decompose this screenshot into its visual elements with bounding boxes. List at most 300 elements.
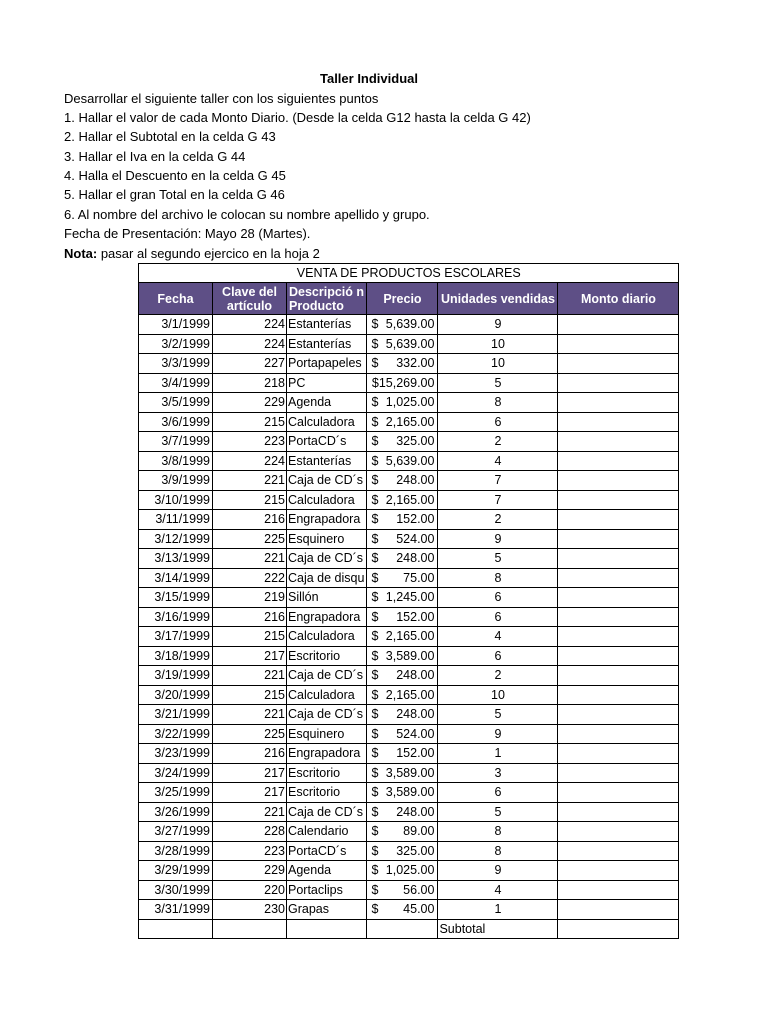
cell-fecha[interactable]: 3/30/1999 — [139, 880, 213, 900]
cell-descripcion[interactable]: Esquinero — [287, 724, 367, 744]
currency-symbol: $ — [371, 395, 379, 410]
cell-precio[interactable] — [367, 841, 438, 861]
cell-clave[interactable]: 222 — [213, 568, 287, 588]
price-amount: 248.00 — [396, 668, 435, 683]
cell-fecha[interactable]: 3/22/1999 — [139, 724, 213, 744]
table-row — [139, 354, 679, 374]
price-amount: 5,639.00 — [385, 336, 435, 351]
table-row — [139, 334, 679, 354]
cell-fecha[interactable]: 3/14/1999 — [139, 568, 213, 588]
cell-fecha[interactable]: 3/26/1999 — [139, 802, 213, 822]
currency-symbol: $ — [371, 843, 379, 858]
instruction-2: 2. Hallar el Subtotal en la celda G 43 — [64, 129, 276, 144]
cell-descripcion[interactable]: Portaclips — [287, 880, 367, 900]
cell-precio[interactable] — [367, 315, 438, 335]
price-amount: 2,165.00 — [385, 414, 435, 429]
cell-unidades[interactable]: 3 — [438, 763, 558, 783]
cell-fecha[interactable]: 3/19/1999 — [139, 666, 213, 686]
cell-precio[interactable] — [367, 607, 438, 627]
price-amount: 325.00 — [396, 843, 435, 858]
cell-clave[interactable]: 225 — [213, 724, 287, 744]
cell-descripcion[interactable]: Engrapadora — [287, 510, 367, 530]
cell-fecha[interactable]: 3/6/1999 — [139, 412, 213, 432]
table-row — [139, 315, 679, 335]
cell-fecha[interactable]: 3/17/1999 — [139, 627, 213, 647]
cell-monto-diario[interactable] — [558, 471, 679, 491]
cell-unidades[interactable]: 6 — [438, 412, 558, 432]
cell-clave[interactable]: 215 — [213, 412, 287, 432]
cell-monto-diario[interactable] — [558, 354, 679, 374]
cell-descripcion[interactable]: Portapapeles — [287, 354, 367, 374]
currency-symbol: $ — [371, 863, 379, 878]
cell-descripcion[interactable]: Escritorio — [287, 646, 367, 666]
cell-monto-diario[interactable] — [558, 880, 679, 900]
cell-clave[interactable]: 227 — [213, 354, 287, 374]
cell-descripcion[interactable]: Caja de disqu — [287, 568, 367, 588]
cell-fecha[interactable]: 3/28/1999 — [139, 841, 213, 861]
instruction-1: 1. Hallar el valor de cada Monto Diario. (Desde la celda G12 hasta la celda G 42) — [64, 110, 531, 125]
cell-descripcion[interactable]: Escritorio — [287, 783, 367, 803]
cell-descripcion[interactable]: Sillón — [287, 588, 367, 608]
currency-symbol: $ — [371, 668, 379, 683]
header-precio: Precio — [367, 283, 438, 315]
note-text: pasar al segundo ejercico en la hoja 2 — [97, 246, 320, 261]
cell-descripcion[interactable]: Estanterías — [287, 451, 367, 471]
cell-precio[interactable] — [367, 666, 438, 686]
table-row — [139, 471, 679, 491]
cell-descripcion[interactable]: Calculadora — [287, 685, 367, 705]
price-amount: 75.00 — [403, 570, 435, 585]
cell-descripcion[interactable]: Caja de CD´s — [287, 705, 367, 725]
cell-monto-diario[interactable] — [558, 685, 679, 705]
header-descripcion: Descripció n Producto — [287, 283, 367, 315]
cell-fecha[interactable]: 3/12/1999 — [139, 529, 213, 549]
cell-monto-diario[interactable] — [558, 861, 679, 881]
cell-clave[interactable]: 223 — [213, 432, 287, 452]
cell-unidades[interactable]: 5 — [438, 373, 558, 393]
price-amount: 152.00 — [396, 746, 435, 761]
cell-unidades[interactable]: 8 — [438, 393, 558, 413]
table-row — [139, 744, 679, 764]
table-row — [139, 802, 679, 822]
price-amount: 56.00 — [403, 882, 435, 897]
cell-fecha[interactable]: 3/31/1999 — [139, 900, 213, 920]
cell-monto-diario[interactable] — [558, 822, 679, 842]
note-line — [64, 245, 320, 262]
table-caption: VENTA DE PRODUCTOS ESCOLARES — [139, 264, 679, 283]
cell-fecha[interactable]: 3/16/1999 — [139, 607, 213, 627]
cell-precio[interactable]: $15,269.00 — [367, 373, 438, 393]
currency-symbol: $ — [371, 726, 379, 741]
cell-fecha[interactable]: 3/2/1999 — [139, 334, 213, 354]
cell-clave[interactable]: 217 — [213, 783, 287, 803]
cell-fecha[interactable]: 3/21/1999 — [139, 705, 213, 725]
cell-descripcion[interactable]: Calculadora — [287, 490, 367, 510]
subtotal-row — [139, 919, 679, 939]
instruction-6: 6. Al nombre del archivo le colocan su nombre apellido y grupo. — [64, 207, 430, 222]
currency-symbol: $ — [371, 882, 379, 897]
cell-clave[interactable]: 215 — [213, 627, 287, 647]
cell-unidades[interactable]: 2 — [438, 666, 558, 686]
currency-symbol: $ — [371, 336, 379, 351]
cell-descripcion[interactable]: Engrapadora — [287, 607, 367, 627]
price-amount: 325.00 — [396, 434, 435, 449]
table-row — [139, 412, 679, 432]
cell-unidades[interactable]: 9 — [438, 724, 558, 744]
cell-unidades[interactable]: 6 — [438, 783, 558, 803]
empty-cell[interactable] — [287, 919, 367, 939]
cell-descripcion[interactable]: Calendario — [287, 822, 367, 842]
cell-clave[interactable]: 216 — [213, 744, 287, 764]
cell-descripcion[interactable]: PC — [287, 373, 367, 393]
cell-precio[interactable] — [367, 861, 438, 881]
cell-clave[interactable]: 216 — [213, 510, 287, 530]
cell-precio[interactable] — [367, 510, 438, 530]
cell-descripcion[interactable]: Grapas — [287, 900, 367, 920]
cell-unidades[interactable]: 9 — [438, 529, 558, 549]
cell-descripcion[interactable]: Agenda — [287, 861, 367, 881]
cell-monto-diario[interactable] — [558, 510, 679, 530]
table-row — [139, 646, 679, 666]
table-row — [139, 861, 679, 881]
cell-monto-diario[interactable] — [558, 627, 679, 647]
price-amount: 1,025.00 — [385, 395, 435, 410]
cell-precio[interactable] — [367, 412, 438, 432]
cell-unidades[interactable]: 8 — [438, 822, 558, 842]
cell-unidades[interactable]: 1 — [438, 744, 558, 764]
cell-fecha[interactable]: 3/5/1999 — [139, 393, 213, 413]
currency-symbol: $ — [371, 414, 379, 429]
cell-clave[interactable]: 217 — [213, 763, 287, 783]
cell-descripcion[interactable]: Caja de CD´s — [287, 802, 367, 822]
price-amount: 1,245.00 — [385, 590, 435, 605]
currency-symbol: $ — [371, 551, 379, 566]
table-row — [139, 685, 679, 705]
intro-text: Desarrollar el siguiente taller con los siguientes puntos — [64, 91, 379, 106]
cell-precio[interactable] — [367, 705, 438, 725]
empty-cell[interactable] — [139, 919, 213, 939]
cell-precio[interactable] — [367, 724, 438, 744]
currency-symbol: $ — [371, 531, 379, 546]
cell-clave[interactable]: 221 — [213, 471, 287, 491]
cell-precio[interactable] — [367, 646, 438, 666]
cell-precio[interactable] — [367, 529, 438, 549]
cell-clave[interactable]: 229 — [213, 861, 287, 881]
cell-monto-diario[interactable] — [558, 490, 679, 510]
cell-fecha[interactable]: 3/8/1999 — [139, 451, 213, 471]
price-amount: 2,165.00 — [385, 629, 435, 644]
currency-symbol: $ — [371, 785, 379, 800]
table-row — [139, 705, 679, 725]
price-amount: 152.00 — [396, 512, 435, 527]
cell-fecha[interactable]: 3/4/1999 — [139, 373, 213, 393]
cell-precio[interactable] — [367, 393, 438, 413]
cell-fecha[interactable]: 3/3/1999 — [139, 354, 213, 374]
sales-table — [138, 263, 679, 939]
price-amount: 5,639.00 — [385, 453, 435, 468]
cell-fecha[interactable]: 3/27/1999 — [139, 822, 213, 842]
price-amount: 152.00 — [396, 609, 435, 624]
cell-monto-diario[interactable] — [558, 666, 679, 686]
currency-symbol: $ — [371, 629, 379, 644]
cell-clave[interactable]: 221 — [213, 666, 287, 686]
price-amount: 2,165.00 — [385, 687, 435, 702]
cell-fecha[interactable]: 3/1/1999 — [139, 315, 213, 335]
currency-symbol: $ — [371, 570, 379, 585]
cell-monto-diario[interactable] — [558, 607, 679, 627]
cell-fecha[interactable]: 3/13/1999 — [139, 549, 213, 569]
cell-descripcion[interactable]: Esquinero — [287, 529, 367, 549]
cell-precio[interactable] — [367, 490, 438, 510]
cell-descripcion[interactable]: Escritorio — [287, 763, 367, 783]
header-clave: Clave del artículo — [213, 283, 287, 315]
cell-unidades[interactable]: 2 — [438, 432, 558, 452]
table-row — [139, 627, 679, 647]
cell-monto-diario[interactable] — [558, 412, 679, 432]
table-caption-row — [139, 264, 679, 283]
currency-symbol: $ — [371, 824, 379, 839]
cell-clave[interactable]: 217 — [213, 646, 287, 666]
currency-symbol: $ — [371, 707, 379, 722]
cell-clave[interactable]: 218 — [213, 373, 287, 393]
cell-precio[interactable] — [367, 763, 438, 783]
price-amount: 2,165.00 — [385, 492, 435, 507]
cell-precio[interactable] — [367, 334, 438, 354]
cell-descripcion[interactable]: PortaCD´s — [287, 432, 367, 452]
price-amount: 5,639.00 — [385, 317, 435, 332]
cell-clave[interactable]: 215 — [213, 490, 287, 510]
table-row — [139, 490, 679, 510]
cell-monto-diario[interactable] — [558, 724, 679, 744]
cell-unidades[interactable]: 6 — [438, 646, 558, 666]
cell-monto-diario[interactable] — [558, 744, 679, 764]
currency-symbol: $ — [371, 648, 379, 663]
cell-monto-diario[interactable] — [558, 900, 679, 920]
cell-descripcion[interactable]: Estanterías — [287, 334, 367, 354]
cell-fecha[interactable]: 3/7/1999 — [139, 432, 213, 452]
cell-clave[interactable]: 215 — [213, 685, 287, 705]
header-unidades: Unidades vendidas — [438, 283, 558, 315]
cell-descripcion[interactable]: Caja de CD´s — [287, 549, 367, 569]
cell-descripcion[interactable]: Caja de CD´s — [287, 471, 367, 491]
cell-clave[interactable]: 229 — [213, 393, 287, 413]
table-row — [139, 451, 679, 471]
cell-unidades[interactable]: 10 — [438, 685, 558, 705]
cell-unidades[interactable]: 4 — [438, 451, 558, 471]
currency-symbol: $ — [371, 434, 379, 449]
cell-fecha[interactable]: 3/18/1999 — [139, 646, 213, 666]
cell-clave[interactable]: 216 — [213, 607, 287, 627]
cell-clave[interactable]: 224 — [213, 451, 287, 471]
cell-monto-diario[interactable] — [558, 763, 679, 783]
document-title: Taller Individual — [319, 71, 418, 86]
cell-clave[interactable]: 230 — [213, 900, 287, 920]
currency-symbol: $ — [371, 687, 379, 702]
price-amount: 3,589.00 — [385, 785, 435, 800]
cell-monto-diario[interactable] — [558, 393, 679, 413]
cell-clave[interactable]: 221 — [213, 705, 287, 725]
table-row — [139, 841, 679, 861]
cell-monto-diario[interactable] — [558, 705, 679, 725]
cell-precio[interactable] — [367, 802, 438, 822]
cell-monto-diario[interactable] — [558, 432, 679, 452]
currency-symbol: $ — [371, 492, 379, 507]
cell-unidades[interactable]: 8 — [438, 841, 558, 861]
cell-precio[interactable] — [367, 432, 438, 452]
currency-symbol: $ — [371, 473, 379, 488]
cell-unidades[interactable]: 9 — [438, 315, 558, 335]
table-row — [139, 393, 679, 413]
cell-precio[interactable] — [367, 471, 438, 491]
subtotal-label: Subtotal — [438, 919, 558, 939]
cell-fecha[interactable]: 3/10/1999 — [139, 490, 213, 510]
cell-monto-diario[interactable] — [558, 315, 679, 335]
cell-fecha[interactable]: 3/9/1999 — [139, 471, 213, 491]
cell-precio[interactable] — [367, 549, 438, 569]
cell-unidades[interactable]: 10 — [438, 354, 558, 374]
cell-unidades[interactable]: 4 — [438, 627, 558, 647]
table-row — [139, 822, 679, 842]
cell-monto-diario[interactable] — [558, 334, 679, 354]
cell-unidades[interactable]: 8 — [438, 568, 558, 588]
cell-monto-diario[interactable] — [558, 451, 679, 471]
table-row — [139, 432, 679, 452]
cell-clave[interactable]: 224 — [213, 334, 287, 354]
cell-precio[interactable] — [367, 783, 438, 803]
cell-monto-diario[interactable] — [558, 529, 679, 549]
cell-clave[interactable]: 220 — [213, 880, 287, 900]
cell-monto-diario[interactable] — [558, 646, 679, 666]
table-row — [139, 373, 679, 393]
empty-cell[interactable] — [213, 919, 287, 939]
price-amount: 248.00 — [396, 473, 435, 488]
cell-fecha[interactable]: 3/24/1999 — [139, 763, 213, 783]
currency-symbol: $ — [371, 356, 379, 371]
cell-unidades[interactable]: 5 — [438, 549, 558, 569]
price-amount: 45.00 — [403, 902, 435, 917]
table-row — [139, 666, 679, 686]
table-row — [139, 588, 679, 608]
cell-precio[interactable] — [367, 354, 438, 374]
cell-unidades[interactable]: 5 — [438, 802, 558, 822]
cell-unidades[interactable]: 9 — [438, 861, 558, 881]
cell-clave[interactable]: 224 — [213, 315, 287, 335]
cell-fecha[interactable]: 3/29/1999 — [139, 861, 213, 881]
price-amount: 332.00 — [396, 356, 435, 371]
price-amount: 248.00 — [396, 804, 435, 819]
currency-symbol: $ — [371, 453, 379, 468]
cell-precio[interactable] — [367, 568, 438, 588]
cell-clave[interactable]: 225 — [213, 529, 287, 549]
cell-clave[interactable]: 221 — [213, 802, 287, 822]
header-monto: Monto diario — [558, 283, 679, 315]
price-amount: 1,025.00 — [385, 863, 435, 878]
cell-precio[interactable] — [367, 588, 438, 608]
cell-unidades[interactable]: 10 — [438, 334, 558, 354]
presentation-date: Fecha de Presentación: Mayo 28 (Martes). — [64, 226, 311, 241]
table-row — [139, 783, 679, 803]
cell-unidades[interactable]: 1 — [438, 900, 558, 920]
cell-monto-diario[interactable] — [558, 568, 679, 588]
table-row — [139, 880, 679, 900]
instruction-5: 5. Hallar el gran Total en la celda G 46 — [64, 187, 285, 202]
cell-monto-diario[interactable] — [558, 841, 679, 861]
cell-fecha[interactable]: 3/20/1999 — [139, 685, 213, 705]
table-row — [139, 724, 679, 744]
cell-clave[interactable]: 219 — [213, 588, 287, 608]
price-amount: 3,589.00 — [385, 648, 435, 663]
currency-symbol: $ — [371, 512, 379, 527]
cell-precio[interactable] — [367, 880, 438, 900]
cell-descripcion[interactable]: Engrapadora — [287, 744, 367, 764]
cell-unidades[interactable]: 2 — [438, 510, 558, 530]
cell-fecha[interactable]: 3/11/1999 — [139, 510, 213, 530]
table-row — [139, 607, 679, 627]
currency-symbol: $ — [371, 804, 379, 819]
cell-precio[interactable] — [367, 685, 438, 705]
cell-fecha[interactable]: 3/15/1999 — [139, 588, 213, 608]
cell-monto-diario[interactable] — [558, 588, 679, 608]
cell-monto-diario[interactable] — [558, 802, 679, 822]
cell-descripcion[interactable]: Caja de CD´s — [287, 666, 367, 686]
cell-fecha[interactable]: 3/25/1999 — [139, 783, 213, 803]
table-row — [139, 900, 679, 920]
table-row — [139, 568, 679, 588]
cell-unidades[interactable]: 5 — [438, 705, 558, 725]
price-amount: 248.00 — [396, 707, 435, 722]
cell-monto-diario[interactable] — [558, 549, 679, 569]
instruction-4: 4. Halla el Descuento en la celda G 45 — [64, 168, 286, 183]
cell-clave[interactable]: 228 — [213, 822, 287, 842]
cell-unidades[interactable]: 7 — [438, 471, 558, 491]
table-row — [139, 549, 679, 569]
cell-clave[interactable]: 221 — [213, 549, 287, 569]
table-row — [139, 763, 679, 783]
cell-fecha[interactable]: 3/23/1999 — [139, 744, 213, 764]
cell-descripcion[interactable]: Estanterías — [287, 315, 367, 335]
cell-unidades[interactable]: 4 — [438, 880, 558, 900]
cell-precio[interactable] — [367, 451, 438, 471]
cell-precio[interactable] — [367, 822, 438, 842]
cell-descripcion[interactable]: Calculadora — [287, 412, 367, 432]
price-amount: 248.00 — [396, 551, 435, 566]
cell-precio[interactable] — [367, 900, 438, 920]
currency-symbol: $ — [371, 590, 379, 605]
cell-unidades[interactable]: 6 — [438, 588, 558, 608]
note-label: Nota: — [64, 246, 98, 261]
cell-unidades[interactable]: 7 — [438, 490, 558, 510]
cell-clave[interactable]: 223 — [213, 841, 287, 861]
cell-descripcion[interactable]: PortaCD´s — [287, 841, 367, 861]
price-amount: 89.00 — [403, 824, 435, 839]
cell-monto-diario[interactable] — [558, 373, 679, 393]
empty-cell[interactable] — [367, 919, 438, 939]
currency-symbol: $ — [371, 902, 379, 917]
price-amount: 524.00 — [396, 726, 435, 741]
currency-symbol: $ — [371, 317, 379, 332]
cell-precio[interactable] — [367, 627, 438, 647]
table-row — [139, 529, 679, 549]
cell-descripcion[interactable]: Calculadora — [287, 627, 367, 647]
currency-symbol: $ — [371, 765, 379, 780]
cell-precio[interactable] — [367, 744, 438, 764]
cell-monto-diario[interactable] — [558, 783, 679, 803]
price-amount: 524.00 — [396, 531, 435, 546]
subtotal-value-cell[interactable] — [558, 919, 679, 939]
cell-descripcion[interactable]: Agenda — [287, 393, 367, 413]
cell-unidades[interactable]: 6 — [438, 607, 558, 627]
table-row — [139, 510, 679, 530]
